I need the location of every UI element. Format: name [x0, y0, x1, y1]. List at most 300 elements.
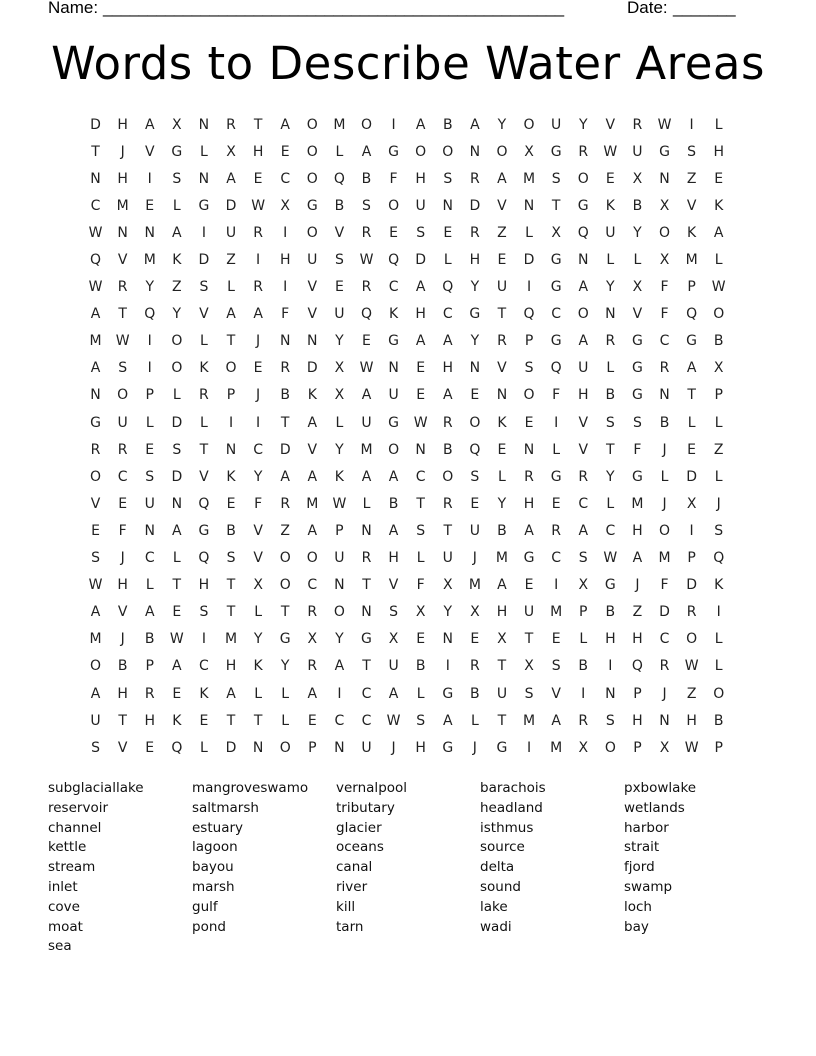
grid-letter[interactable]: A [90, 306, 101, 323]
grid-letter[interactable]: U [551, 116, 562, 133]
grid-letter[interactable]: H [388, 550, 399, 567]
grid-letter[interactable]: L [172, 550, 181, 567]
grid-letter[interactable]: V [144, 143, 155, 160]
grid-letter[interactable]: L [714, 631, 723, 648]
grid-letter[interactable]: W [251, 197, 266, 214]
grid-letter[interactable]: S [524, 360, 534, 377]
date-blank-line[interactable]: _______ [673, 0, 735, 17]
grid-letter[interactable]: N [334, 739, 345, 756]
grid-letter[interactable]: E [497, 252, 507, 269]
grid-letter[interactable]: I [147, 360, 152, 377]
grid-letter[interactable]: S [524, 685, 534, 702]
grid-letter[interactable]: F [416, 577, 425, 594]
grid-letter[interactable]: M [495, 550, 508, 567]
grid-letter[interactable]: L [552, 441, 561, 458]
grid-letter[interactable]: G [388, 143, 399, 160]
grid-letter[interactable]: T [443, 522, 453, 539]
grid-letter[interactable]: G [90, 414, 101, 431]
grid-letter[interactable]: M [685, 252, 698, 269]
grid-letter[interactable]: A [253, 306, 263, 323]
grid-letter[interactable]: U [632, 143, 643, 160]
grid-letter[interactable]: X [307, 631, 318, 648]
grid-letter[interactable]: L [443, 252, 452, 269]
grid-letter[interactable]: L [416, 550, 425, 567]
grid-letter[interactable]: S [416, 522, 426, 539]
grid-letter[interactable]: S [91, 739, 100, 756]
grid-letter[interactable]: O [90, 658, 102, 675]
grid-letter[interactable]: I [337, 685, 342, 702]
grid-letter[interactable]: A [90, 685, 101, 702]
grid-letter[interactable]: G [631, 333, 643, 350]
grid-letter[interactable]: Q [550, 360, 562, 377]
grid-letter[interactable]: C [90, 197, 101, 214]
grid-letter[interactable]: O [659, 224, 671, 241]
grid-letter[interactable]: L [281, 685, 290, 702]
grid-letter[interactable]: Z [280, 522, 290, 539]
grid-letter[interactable]: G [442, 739, 454, 756]
grid-letter[interactable]: L [579, 631, 588, 648]
grid-letter[interactable]: M [468, 577, 481, 594]
grid-letter[interactable]: V [334, 224, 345, 241]
grid-letter[interactable]: S [416, 712, 426, 729]
name-blank-line[interactable]: ____________________________________________________ [103, 0, 564, 17]
grid-letter[interactable]: O [279, 739, 291, 756]
grid-letter[interactable]: G [496, 739, 508, 756]
grid-letter[interactable]: N [523, 441, 535, 458]
grid-letter[interactable]: X [334, 360, 345, 377]
grid-letter[interactable]: A [388, 685, 399, 702]
grid-letter[interactable]: R [497, 333, 507, 350]
grid-letter[interactable]: C [307, 577, 318, 594]
grid-letter[interactable]: T [280, 604, 290, 621]
grid-letter[interactable]: T [416, 495, 425, 512]
grid-letter[interactable]: A [361, 468, 372, 485]
grid-letter[interactable]: F [281, 306, 290, 323]
grid-letter[interactable]: E [416, 631, 426, 648]
grid-letter[interactable]: L [606, 360, 615, 377]
grid-letter[interactable]: H [225, 658, 237, 675]
grid-letter[interactable]: U [605, 224, 616, 241]
grid-letter[interactable]: L [172, 197, 181, 214]
grid-letter[interactable]: B [605, 387, 616, 404]
grid-letter[interactable]: E [362, 333, 371, 350]
grid-letter[interactable]: O [279, 550, 291, 567]
grid-letter[interactable]: I [147, 170, 152, 187]
grid-letter[interactable]: T [497, 712, 507, 729]
grid-letter[interactable]: K [199, 360, 209, 377]
grid-letter[interactable]: O [442, 143, 454, 160]
grid-letter[interactable]: C [253, 441, 263, 458]
grid-letter[interactable]: D [198, 252, 210, 269]
grid-letter[interactable]: B [117, 658, 128, 675]
grid-letter[interactable]: Q [144, 306, 156, 323]
grid-letter[interactable]: R [199, 387, 209, 404]
grid-letter[interactable]: S [443, 170, 453, 187]
grid-letter[interactable]: Q [360, 306, 372, 323]
grid-letter[interactable]: C [659, 333, 670, 350]
grid-letter[interactable]: R [632, 116, 643, 133]
grid-letter[interactable]: A [632, 550, 643, 567]
grid-letter[interactable]: L [714, 116, 723, 133]
grid-letter[interactable]: N [415, 441, 426, 458]
grid-letter[interactable]: G [631, 387, 643, 404]
grid-letter[interactable]: Y [606, 468, 615, 485]
grid-letter[interactable]: U [469, 522, 480, 539]
grid-letter[interactable]: U [90, 712, 101, 729]
grid-letter[interactable]: N [659, 712, 670, 729]
grid-letter[interactable]: W [88, 224, 103, 241]
grid-letter[interactable]: G [604, 577, 616, 594]
grid-letter[interactable]: P [308, 739, 317, 756]
grid-letter[interactable]: A [226, 170, 236, 187]
grid-letter[interactable]: L [714, 414, 723, 431]
grid-letter[interactable]: N [577, 252, 589, 269]
grid-letter[interactable]: W [603, 550, 618, 567]
grid-letter[interactable]: I [201, 631, 206, 648]
grid-letter[interactable]: J [662, 495, 667, 512]
grid-letter[interactable]: O [577, 306, 589, 323]
grid-letter[interactable]: H [279, 252, 291, 269]
grid-letter[interactable]: M [224, 631, 238, 648]
grid-letter[interactable]: I [554, 577, 559, 594]
grid-letter[interactable]: A [497, 577, 507, 594]
grid-letter[interactable]: L [200, 414, 208, 431]
grid-letter[interactable]: R [280, 495, 291, 512]
grid-letter[interactable]: U [307, 252, 318, 269]
grid-letter[interactable]: H [415, 170, 426, 187]
grid-letter[interactable]: F [552, 387, 561, 404]
grid-letter[interactable]: L [254, 604, 263, 621]
grid-letter[interactable]: H [117, 116, 128, 133]
grid-letter[interactable]: R [361, 224, 372, 241]
grid-letter[interactable]: T [606, 441, 615, 458]
grid-letter[interactable]: N [605, 685, 616, 702]
grid-letter[interactable]: S [605, 712, 615, 729]
grid-letter[interactable]: N [144, 224, 155, 241]
grid-letter[interactable]: N [388, 360, 399, 377]
grid-letter[interactable]: L [498, 468, 506, 485]
grid-letter[interactable]: Z [686, 170, 697, 187]
grid-letter[interactable]: B [632, 197, 643, 214]
grid-letter[interactable]: R [442, 495, 453, 512]
grid-letter[interactable]: X [497, 631, 507, 648]
grid-letter[interactable]: E [118, 495, 128, 512]
grid-letter[interactable]: O [306, 170, 318, 187]
grid-letter[interactable]: C [199, 658, 209, 675]
grid-letter[interactable]: U [225, 224, 237, 241]
grid-letter[interactable]: P [633, 739, 642, 756]
grid-letter[interactable]: J [120, 143, 125, 160]
grid-letter[interactable]: I [147, 333, 152, 350]
grid-letter[interactable]: Q [523, 306, 535, 323]
grid-letter[interactable]: O [117, 387, 129, 404]
grid-letter[interactable]: L [227, 279, 235, 296]
grid-letter[interactable]: B [361, 170, 372, 187]
grid-letter[interactable]: K [497, 414, 507, 431]
grid-letter[interactable]: U [442, 550, 453, 567]
grid-letter[interactable]: S [551, 170, 561, 187]
grid-letter[interactable]: B [280, 387, 290, 404]
grid-letter[interactable]: S [632, 414, 642, 431]
grid-letter[interactable]: L [145, 577, 154, 594]
grid-letter[interactable]: G [550, 279, 562, 296]
grid-letter[interactable]: Z [713, 441, 724, 458]
grid-letter[interactable]: Y [172, 306, 182, 323]
grid-letter[interactable]: P [145, 658, 154, 675]
grid-letter[interactable]: L [714, 468, 723, 485]
grid-letter[interactable]: A [280, 116, 290, 133]
grid-letter[interactable]: G [523, 550, 535, 567]
grid-letter[interactable]: A [442, 712, 453, 729]
grid-letter[interactable]: H [713, 143, 724, 160]
grid-letter[interactable]: N [361, 604, 372, 621]
grid-letter[interactable]: Y [578, 116, 588, 133]
grid-letter[interactable]: R [307, 658, 318, 675]
grid-letter[interactable]: O [90, 468, 102, 485]
grid-letter[interactable]: O [279, 577, 291, 594]
grid-letter[interactable]: M [550, 604, 563, 621]
grid-letter[interactable]: N [144, 522, 155, 539]
grid-letter[interactable]: R [307, 604, 318, 621]
grid-letter[interactable]: I [526, 739, 532, 756]
grid-letter[interactable]: A [524, 522, 534, 539]
grid-letter[interactable]: O [415, 143, 427, 160]
grid-letter[interactable]: T [253, 116, 263, 133]
grid-letter[interactable]: E [145, 197, 155, 214]
grid-letter[interactable]: G [279, 631, 291, 648]
grid-letter[interactable]: W [332, 495, 347, 512]
grid-letter[interactable]: Q [713, 550, 725, 567]
grid-letter[interactable]: B [659, 414, 670, 431]
grid-letter[interactable]: T [253, 712, 263, 729]
grid-letter[interactable]: H [469, 252, 481, 269]
grid-letter[interactable]: A [442, 387, 453, 404]
grid-letter[interactable]: D [225, 197, 237, 214]
grid-letter[interactable]: G [388, 414, 399, 431]
grid-letter[interactable]: R [551, 522, 561, 539]
grid-letter[interactable]: A [307, 414, 318, 431]
grid-letter[interactable]: N [225, 441, 237, 458]
grid-letter[interactable]: D [225, 739, 237, 756]
grid-letter[interactable]: A [90, 360, 101, 377]
grid-letter[interactable]: O [333, 604, 345, 621]
grid-letter[interactable]: S [91, 550, 100, 567]
grid-letter[interactable]: U [144, 495, 155, 512]
grid-letter[interactable]: K [605, 197, 615, 214]
grid-letter[interactable]: B [578, 658, 589, 675]
grid-letter[interactable]: D [659, 604, 670, 621]
grid-letter[interactable]: Y [633, 224, 642, 241]
grid-letter[interactable]: A [144, 116, 155, 133]
grid-letter[interactable]: I [689, 522, 694, 539]
grid-letter[interactable]: A [226, 306, 236, 323]
grid-letter[interactable]: N [605, 306, 616, 323]
grid-letter[interactable]: I [391, 116, 396, 133]
grid-letter[interactable]: B [605, 604, 616, 621]
grid-letter[interactable]: L [200, 333, 208, 350]
grid-letter[interactable]: Y [443, 604, 453, 621]
grid-letter[interactable]: X [632, 279, 643, 296]
grid-letter[interactable]: E [497, 441, 507, 458]
grid-letter[interactable]: J [472, 550, 477, 567]
grid-letter[interactable]: K [307, 387, 317, 404]
grid-letter[interactable]: U [117, 414, 128, 431]
grid-letter[interactable]: A [361, 143, 372, 160]
grid-letter[interactable]: K [172, 712, 182, 729]
grid-letter[interactable]: I [716, 604, 721, 621]
grid-letter[interactable]: X [632, 170, 643, 187]
grid-letter[interactable]: G [361, 631, 372, 648]
grid-letter[interactable]: O [577, 170, 589, 187]
grid-letter[interactable]: M [523, 712, 536, 729]
grid-letter[interactable]: E [714, 170, 724, 187]
grid-letter[interactable]: M [658, 550, 671, 567]
grid-letter[interactable]: C [361, 712, 372, 729]
grid-letter[interactable]: B [334, 197, 345, 214]
grid-letter[interactable]: L [254, 685, 263, 702]
grid-letter[interactable]: E [226, 495, 236, 512]
grid-letter[interactable]: H [252, 143, 264, 160]
grid-letter[interactable]: L [335, 414, 344, 431]
grid-letter[interactable]: N [117, 224, 128, 241]
grid-letter[interactable]: A [388, 522, 399, 539]
grid-letter[interactable]: V [388, 577, 399, 594]
grid-letter[interactable]: J [391, 739, 396, 756]
grid-letter[interactable]: H [117, 577, 128, 594]
grid-letter[interactable]: J [662, 441, 667, 458]
grid-letter[interactable]: H [198, 577, 210, 594]
grid-letter[interactable]: B [470, 685, 480, 702]
grid-letter[interactable]: G [198, 197, 210, 214]
grid-letter[interactable]: E [172, 685, 182, 702]
grid-letter[interactable]: I [283, 279, 288, 296]
grid-letter[interactable]: K [334, 468, 344, 485]
grid-letter[interactable]: B [442, 116, 453, 133]
grid-letter[interactable]: T [362, 577, 371, 594]
grid-letter[interactable]: H [632, 631, 643, 648]
grid-letter[interactable]: Q [686, 306, 698, 323]
grid-letter[interactable]: N [442, 197, 453, 214]
grid-letter[interactable]: V [117, 604, 128, 621]
grid-letter[interactable]: N [171, 495, 183, 512]
grid-letter[interactable]: X [524, 658, 534, 675]
grid-letter[interactable]: V [117, 739, 128, 756]
grid-letter[interactable]: V [90, 495, 101, 512]
grid-letter[interactable]: R [578, 143, 589, 160]
grid-letter[interactable]: X [334, 387, 345, 404]
grid-letter[interactable]: A [280, 468, 290, 485]
grid-letter[interactable]: W [657, 116, 672, 133]
grid-letter[interactable]: C [117, 468, 128, 485]
grid-letter[interactable]: W [711, 279, 726, 296]
grid-letter[interactable]: Y [335, 441, 344, 458]
grid-letter[interactable]: A [713, 224, 724, 241]
grid-letter[interactable]: E [307, 712, 317, 729]
grid-letter[interactable]: T [280, 414, 290, 431]
grid-letter[interactable]: X [280, 197, 290, 214]
grid-letter[interactable]: M [89, 631, 102, 648]
grid-letter[interactable]: O [306, 224, 318, 241]
grid-letter[interactable]: C [605, 522, 616, 539]
grid-letter[interactable]: D [686, 577, 697, 594]
grid-letter[interactable]: Z [497, 224, 507, 241]
grid-letter[interactable]: E [199, 712, 209, 729]
grid-letter[interactable]: C [361, 685, 372, 702]
grid-letter[interactable]: A [415, 333, 426, 350]
grid-letter[interactable]: V [686, 197, 697, 214]
grid-letter[interactable]: E [470, 631, 480, 648]
grid-letter[interactable]: G [659, 143, 670, 160]
grid-letter[interactable]: E [524, 414, 534, 431]
grid-letter[interactable]: S [714, 522, 724, 539]
grid-letter[interactable]: T [226, 604, 236, 621]
grid-letter[interactable]: W [359, 360, 374, 377]
grid-letter[interactable]: V [117, 252, 128, 269]
grid-letter[interactable]: Y [606, 279, 615, 296]
grid-letter[interactable]: J [635, 577, 640, 594]
grid-letter[interactable]: C [659, 631, 670, 648]
grid-letter[interactable]: L [200, 739, 208, 756]
grid-letter[interactable]: R [361, 550, 372, 567]
grid-letter[interactable]: H [496, 604, 508, 621]
grid-letter[interactable]: W [413, 414, 428, 431]
grid-letter[interactable]: A [307, 468, 318, 485]
grid-letter[interactable]: E [470, 387, 480, 404]
grid-letter[interactable]: X [226, 143, 236, 160]
grid-letter[interactable]: F [633, 441, 642, 458]
grid-letter[interactable]: P [633, 685, 642, 702]
grid-letter[interactable]: F [660, 279, 669, 296]
grid-letter[interactable]: R [659, 658, 670, 675]
grid-letter[interactable]: L [714, 658, 723, 675]
grid-letter[interactable]: V [253, 550, 263, 567]
grid-letter[interactable]: W [359, 252, 374, 269]
grid-letter[interactable]: E [172, 604, 182, 621]
grid-letter[interactable]: B [226, 522, 236, 539]
grid-letter[interactable]: C [578, 495, 589, 512]
grid-letter[interactable]: G [550, 252, 562, 269]
grid-letter[interactable]: U [388, 658, 399, 675]
grid-letter[interactable]: T [524, 631, 534, 648]
grid-letter[interactable]: X [713, 360, 724, 377]
grid-letter[interactable]: O [523, 387, 535, 404]
grid-letter[interactable]: I [201, 224, 206, 241]
grid-letter[interactable]: B [713, 712, 724, 729]
grid-letter[interactable]: P [226, 387, 236, 404]
grid-letter[interactable]: P [714, 387, 723, 404]
grid-letter[interactable]: V [199, 468, 209, 485]
grid-letter[interactable]: G [631, 360, 643, 377]
grid-letter[interactable]: Y [253, 468, 263, 485]
grid-letter[interactable]: T [226, 712, 236, 729]
grid-letter[interactable]: Y [280, 658, 290, 675]
grid-letter[interactable]: H [686, 712, 697, 729]
grid-letter[interactable]: A [307, 522, 318, 539]
grid-letter[interactable]: D [306, 360, 318, 377]
grid-letter[interactable]: N [90, 170, 101, 187]
grid-letter[interactable]: N [198, 170, 210, 187]
grid-letter[interactable]: Y [145, 279, 155, 296]
grid-letter[interactable]: M [116, 197, 129, 214]
grid-letter[interactable]: U [334, 550, 345, 567]
grid-letter[interactable]: K [226, 468, 236, 485]
grid-letter[interactable]: E [334, 279, 344, 296]
grid-letter[interactable]: V [551, 685, 561, 702]
grid-letter[interactable]: R [253, 279, 263, 296]
grid-letter[interactable]: H [117, 685, 128, 702]
grid-letter[interactable]: I [554, 414, 559, 431]
grid-letter[interactable]: C [144, 550, 155, 567]
